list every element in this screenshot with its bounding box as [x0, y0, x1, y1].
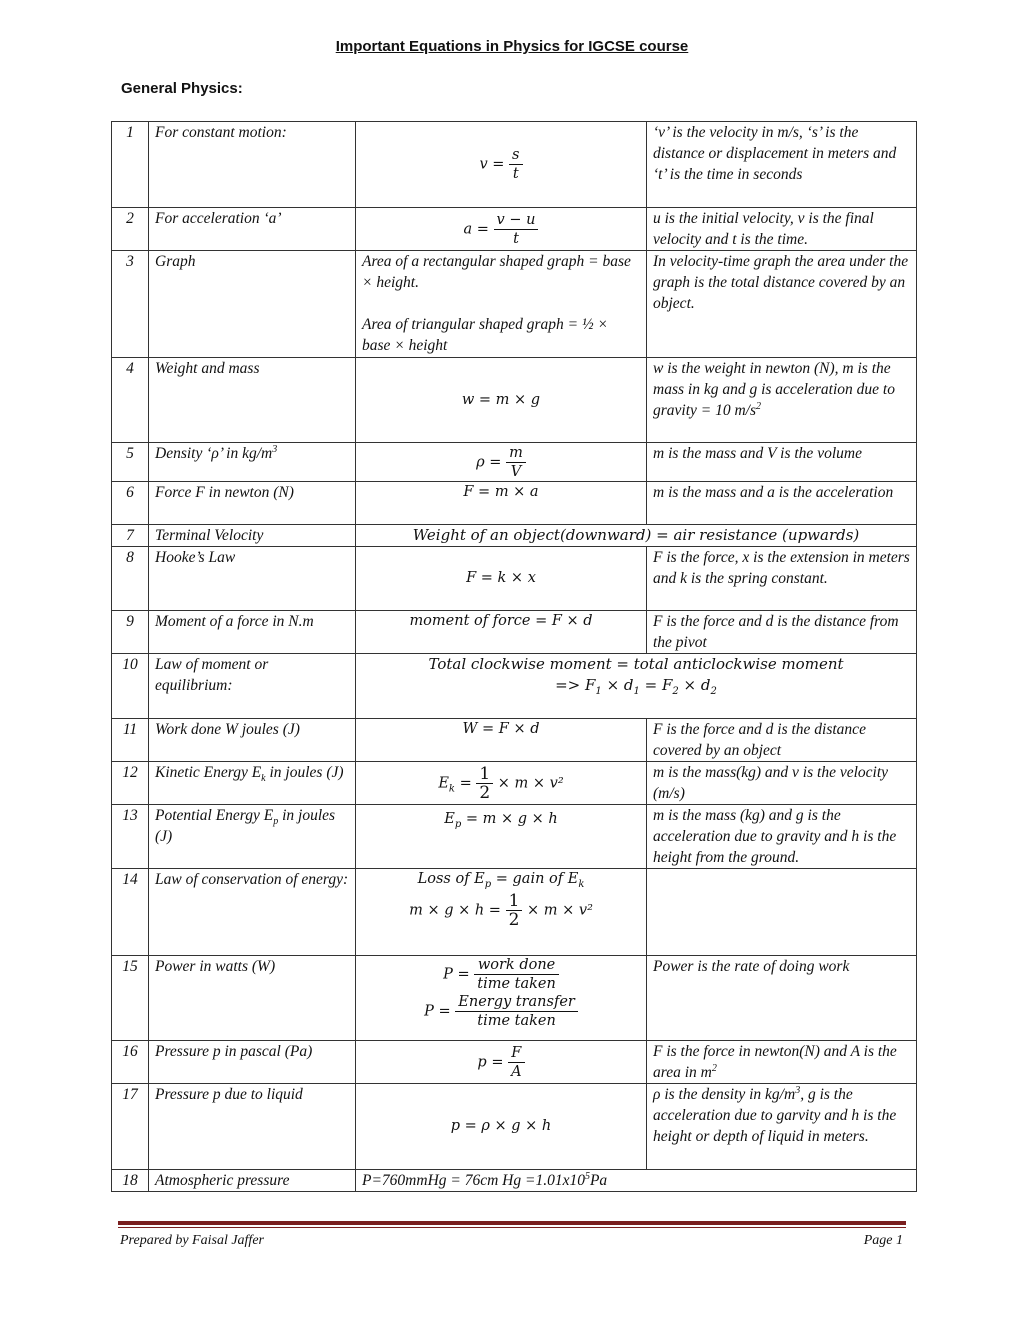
row-equation [356, 122, 647, 208]
table-row [112, 869, 917, 956]
row-description [647, 869, 917, 956]
row-equation: P=760mmHg = 76cm $Hg =1.01x10^5Pa$ [356, 1170, 917, 1192]
eq-denominator: V [510, 463, 522, 480]
footer-rule [118, 1221, 906, 1225]
row-number: 16 [112, 1041, 149, 1084]
table-row [112, 762, 917, 805]
eq-lhs: v = [479, 156, 505, 173]
row-number: 17 [112, 1084, 149, 1170]
row-equation [356, 443, 647, 482]
eq-numerator: m [506, 444, 526, 463]
row-equation: Weight of an object(downward) = air resistance (upwards) [356, 525, 917, 547]
table-row [112, 525, 917, 547]
row-topic: Terminal Velocity [149, 525, 356, 547]
table-row [112, 443, 917, 482]
eq-line: Area of a rectangular shaped graph = base × height. [362, 253, 631, 291]
row-equation: W = F × d [356, 719, 647, 762]
table-row [112, 1084, 917, 1170]
row-topic: Hooke’s Law [149, 547, 356, 611]
row-description: Power is the rate of doing work [647, 956, 917, 1041]
eq-line: Total clockwise moment = total anticlockwise moment [428, 655, 844, 673]
row-topic: Atmospheric pressure [149, 1170, 356, 1192]
footer-rule [118, 1227, 906, 1228]
table-row [112, 547, 917, 611]
row-number: 6 [112, 482, 149, 525]
row-number: 10 [112, 654, 149, 719]
row-description: m is the mass and a is the acceleration [647, 482, 917, 525]
eq-fraction: $\frac{1}{2}$ [506, 892, 523, 929]
row-number: 9 [112, 611, 149, 654]
row-number: 2 [112, 208, 149, 251]
row-description: m is the mass (kg) and g is the acceleration due to gravity and h is the height from the ground. [647, 805, 917, 869]
row-description: F is the force in newton(N) and A is the area in $m^2$ [647, 1041, 917, 1084]
row-equation: w = m × g [356, 358, 647, 443]
row-topic: Weight and mass [149, 358, 356, 443]
eq-fraction [509, 146, 522, 183]
row-topic: Pressure p in pascal (Pa) [149, 1041, 356, 1084]
row-number: 7 [112, 525, 149, 547]
row-equation: $E_p = m \times g \times h$ [356, 805, 647, 869]
row-topic: For acceleration ‘a’ [149, 208, 356, 251]
table-row [112, 358, 917, 443]
eq-numerator: s [509, 146, 522, 165]
eq-denominator: t [512, 166, 519, 182]
eq-lhs: p = [477, 1054, 504, 1070]
row-equation [356, 1041, 647, 1084]
table-row [112, 122, 917, 208]
eq-denominator: t [513, 230, 519, 247]
row-description: F is the force and d is the distance from the pivot [647, 611, 917, 654]
row-number: 11 [112, 719, 149, 762]
row-equation: F = m × a [356, 482, 647, 525]
row-number: 4 [112, 358, 149, 443]
row-description: m is the mass and V is the volume [647, 443, 917, 482]
row-topic: Law of conservation of energy: [149, 869, 356, 956]
row-number: 5 [112, 443, 149, 482]
table-row [112, 956, 917, 1041]
eq-fraction [476, 765, 493, 802]
table-row [112, 208, 917, 251]
row-description: In velocity-time graph the area under the graph is the total distance covered by an object. [647, 251, 917, 358]
row-number: 18 [112, 1170, 149, 1192]
row-equation: F = k × x [356, 547, 647, 611]
row-topic: Power in watts (W) [149, 956, 356, 1041]
eq-numerator: v − u [494, 211, 539, 230]
eq-fraction: $\frac{\text{work done}}{\text{time taken}}$ [474, 956, 559, 993]
row-equation [356, 654, 917, 719]
row-topic: Density ‘ρ’ in $kg/m^3$ [149, 443, 356, 482]
row-topic: Potential Energy $E_p$ in joules (J) [149, 805, 356, 869]
row-topic: Moment of a force in N.m [149, 611, 356, 654]
eq-line: P = $\frac{\text{Energy transfer}}{\text{time taken}}$ [362, 993, 640, 1030]
row-description: m is the mass(kg) and v is the velocity (m/s) [647, 762, 917, 805]
eq-denominator: 2 [479, 782, 491, 803]
table-row [112, 251, 917, 358]
row-equation [356, 956, 647, 1041]
row-description: F is the force, x is the extension in meters and k is the spring constant. [647, 547, 917, 611]
row-topic: Force F in newton (N) [149, 482, 356, 525]
row-description: F is the force and d is the distance covered by an object [647, 719, 917, 762]
eq-fraction [494, 211, 539, 248]
table-row [112, 1041, 917, 1084]
row-equation [356, 869, 647, 956]
eq-lhs: ρ = [476, 454, 502, 470]
eq-line: m × g × h = $\frac{1}{2}$ × m × v² [409, 891, 593, 930]
footer-author: Prepared by Faisal Jaffer [120, 1233, 264, 1248]
eq-fraction [506, 444, 526, 481]
row-topic: Work done W joules (J) [149, 719, 356, 762]
row-number: 14 [112, 869, 149, 956]
eq-fraction: $\frac{F}{A}$ [508, 1044, 524, 1081]
row-description: ρ is the density in $kg/m^3$, g is the acceleration due to garvity and h is the height or depth of liquid in meters. [647, 1084, 917, 1170]
eq-line: Loss of $E_p$ = gain of $E_k$ [417, 871, 585, 890]
row-equation: p = ρ × g × h [356, 1084, 647, 1170]
row-topic: Kinetic Energy $E_k$ in joules (J) [149, 762, 356, 805]
row-equation [356, 251, 647, 358]
eq-line: => $F_1 \times d_1 = F_2 \times d_2$ [555, 676, 717, 697]
row-topic: Law of moment or equilibrium: [149, 654, 356, 719]
row-description: u is the initial velocity, v is the final velocity and t is the time. [647, 208, 917, 251]
table-row [112, 654, 917, 719]
row-topic: For constant motion: [149, 122, 356, 208]
row-number: 8 [112, 547, 149, 611]
row-number: 13 [112, 805, 149, 869]
page-title: Important Equations in Physics for IGCSE course [335, 38, 689, 55]
row-number: 12 [112, 762, 149, 805]
row-equation: $E_k$ = $\frac{1}{2}$ × m × v² [356, 762, 647, 805]
row-equation [356, 208, 647, 251]
eq-line: P = $\frac{\text{work done}}{\text{time taken}}$ [362, 956, 640, 993]
eq-fraction: $\frac{\text{Energy transfer}}{\text{time taken}}$ [455, 993, 578, 1030]
row-description: ‘v’ is the velocity in m/s, ‘s’ is the distance or displacement in meters and ‘t’ is the time in seconds [647, 122, 917, 208]
section-heading: General Physics: [121, 80, 243, 97]
table-row [112, 611, 917, 654]
row-topic: Graph [149, 251, 356, 358]
row-topic: Pressure p due to liquid [149, 1084, 356, 1170]
table-row [112, 1170, 917, 1192]
row-equation: moment of force = F × d [356, 611, 647, 654]
table-row [112, 482, 917, 525]
eq-line: Area of triangular shaped graph = ½ × base × height [362, 316, 608, 354]
eq-numerator: 1 [476, 765, 493, 784]
table-row [112, 719, 917, 762]
row-number: 3 [112, 251, 149, 358]
equations-table [111, 121, 917, 1192]
row-number: 15 [112, 956, 149, 1041]
row-description: w is the weight in newton (N), m is the mass in kg and g is acceleration due to gravity = 10 $m/s^2$ [647, 358, 917, 443]
eq-lhs: a = [463, 221, 489, 237]
row-number: 1 [112, 122, 149, 208]
table-row [112, 805, 917, 869]
page-number: Page 1 [863, 1233, 903, 1248]
